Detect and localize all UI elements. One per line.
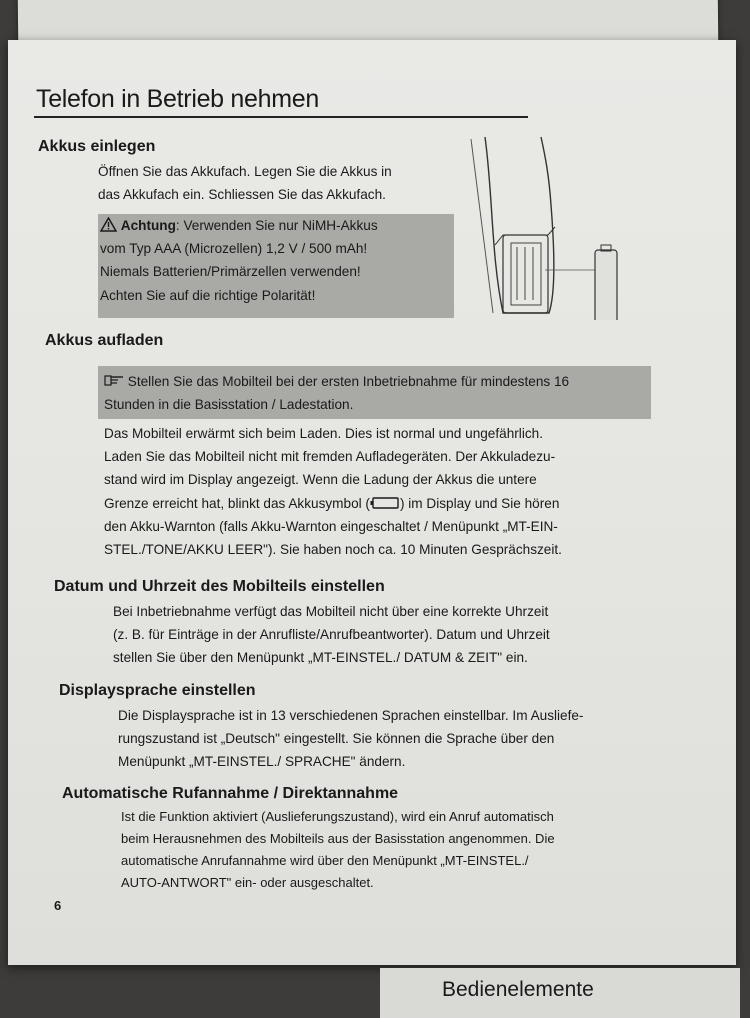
datum-uhrzeit-text [113,600,550,670]
page-title: Telefon in Betrieb nehmen [36,85,319,113]
text-line: den Akku-Warnton (falls Akku-Warnton eingeschaltet / Menüpunkt „MT-EIN- [104,518,558,534]
rufannahme-text [121,806,555,894]
warning-label: Achtung [120,218,176,233]
text-line: Ist die Funktion aktiviert (Auslieferungszustand), wird ein Anruf automatisch [121,809,554,824]
next-page-edge [380,968,740,1018]
warning-text [100,214,378,307]
next-page-title: Bedienelemente [442,978,594,1001]
text-line: vom Typ AAA (Microzellen) 1,2 V / 500 mAh! [100,241,368,257]
text-line: stellen Sie über den Menüpunkt „MT-EINSTEL./ DATUM & ZEIT" ein. [113,650,528,666]
text-line: Das Mobilteil erwärmt sich beim Laden. Dies ist normal und ungefährlich. [104,426,543,441]
text-line: Laden Sie das Mobilteil nicht mit fremden Aufladegeräten. Der Akkuladezu- [104,449,556,465]
handset-battery-illustration-icon [463,135,633,320]
text-line: automatische Anrufannahme wird über den Menüpunkt „MT-EINSTEL./ [121,853,529,868]
battery-icon [370,497,400,509]
text-line: (z. B. für Einträge in der Anrufliste/Anrufbeantworter). Datum und Uhrzeit [113,627,550,643]
text-line: beim Herausnehmen des Mobilteils aus der Basisstation angenommen. Die [121,831,555,846]
text-line: Achten Sie auf die richtige Polarität! [100,287,316,303]
text-line: Menüpunkt „MT-EINSTEL./ SPRACHE" ändern. [118,754,406,770]
warning-triangle-icon [100,217,117,232]
section-heading-rufannahme: Automatische Rufannahme / Direktannahme [62,785,399,802]
text-line: das Akkufach ein. Schliessen Sie das Akkufach. [98,187,386,203]
text-line: : Verwenden Sie nur NiMH-Akkus [175,218,378,233]
text-line: Die Displaysprache ist in 13 verschiedenen Sprachen einstellbar. Im Ausliefe- [118,708,584,723]
akkus-aufladen-text [104,422,562,561]
text-line: ) im Display und Sie hören [399,495,560,511]
text-line: Stellen Sie das Mobilteil bei der ersten Inbetriebnahme für mindestens 16 [127,374,570,389]
text-line: Bei Inbetriebnahme verfügt das Mobilteil nicht über eine korrekte Uhrzeit [113,604,549,619]
akkus-einlegen-text [98,160,392,206]
pointing-hand-icon [104,374,124,386]
manual-page [8,40,736,965]
text-line: Grenze erreicht hat, blinkt das Akkusymbol ( [104,495,370,511]
text-line: Öffnen Sie das Akkufach. Legen Sie die Akkus in [98,164,392,179]
text-line: rungszustand ist „Deutsch" eingestellt. Sie können die Sprache über den [118,731,555,747]
displaysprache-text [118,704,583,774]
section-heading-akkus-einlegen: Akkus einlegen [38,138,156,155]
page-number: 6 [54,898,62,913]
text-line: Stunden in die Basisstation / Ladestation. [104,397,354,413]
text-line: Niemals Batterien/Primärzellen verwenden! [100,264,361,280]
section-heading-akkus-aufladen: Akkus aufladen [45,332,164,349]
text-line: AUTO-ANTWORT" ein- oder ausgeschaltet. [121,875,374,890]
section-heading-displaysprache: Displaysprache einstellen [59,682,256,699]
info-text [104,370,569,416]
title-underline [34,116,528,118]
text-line: stand wird im Display angezeigt. Wenn die Ladung der Akkus die untere [104,472,537,488]
text-line: STEL./TONE/AKKU LEER"). Sie haben noch ca. 10 Minuten Gesprächszeit. [104,542,562,558]
section-heading-datum-uhrzeit: Datum und Uhrzeit des Mobilteils einstellen [54,578,385,595]
